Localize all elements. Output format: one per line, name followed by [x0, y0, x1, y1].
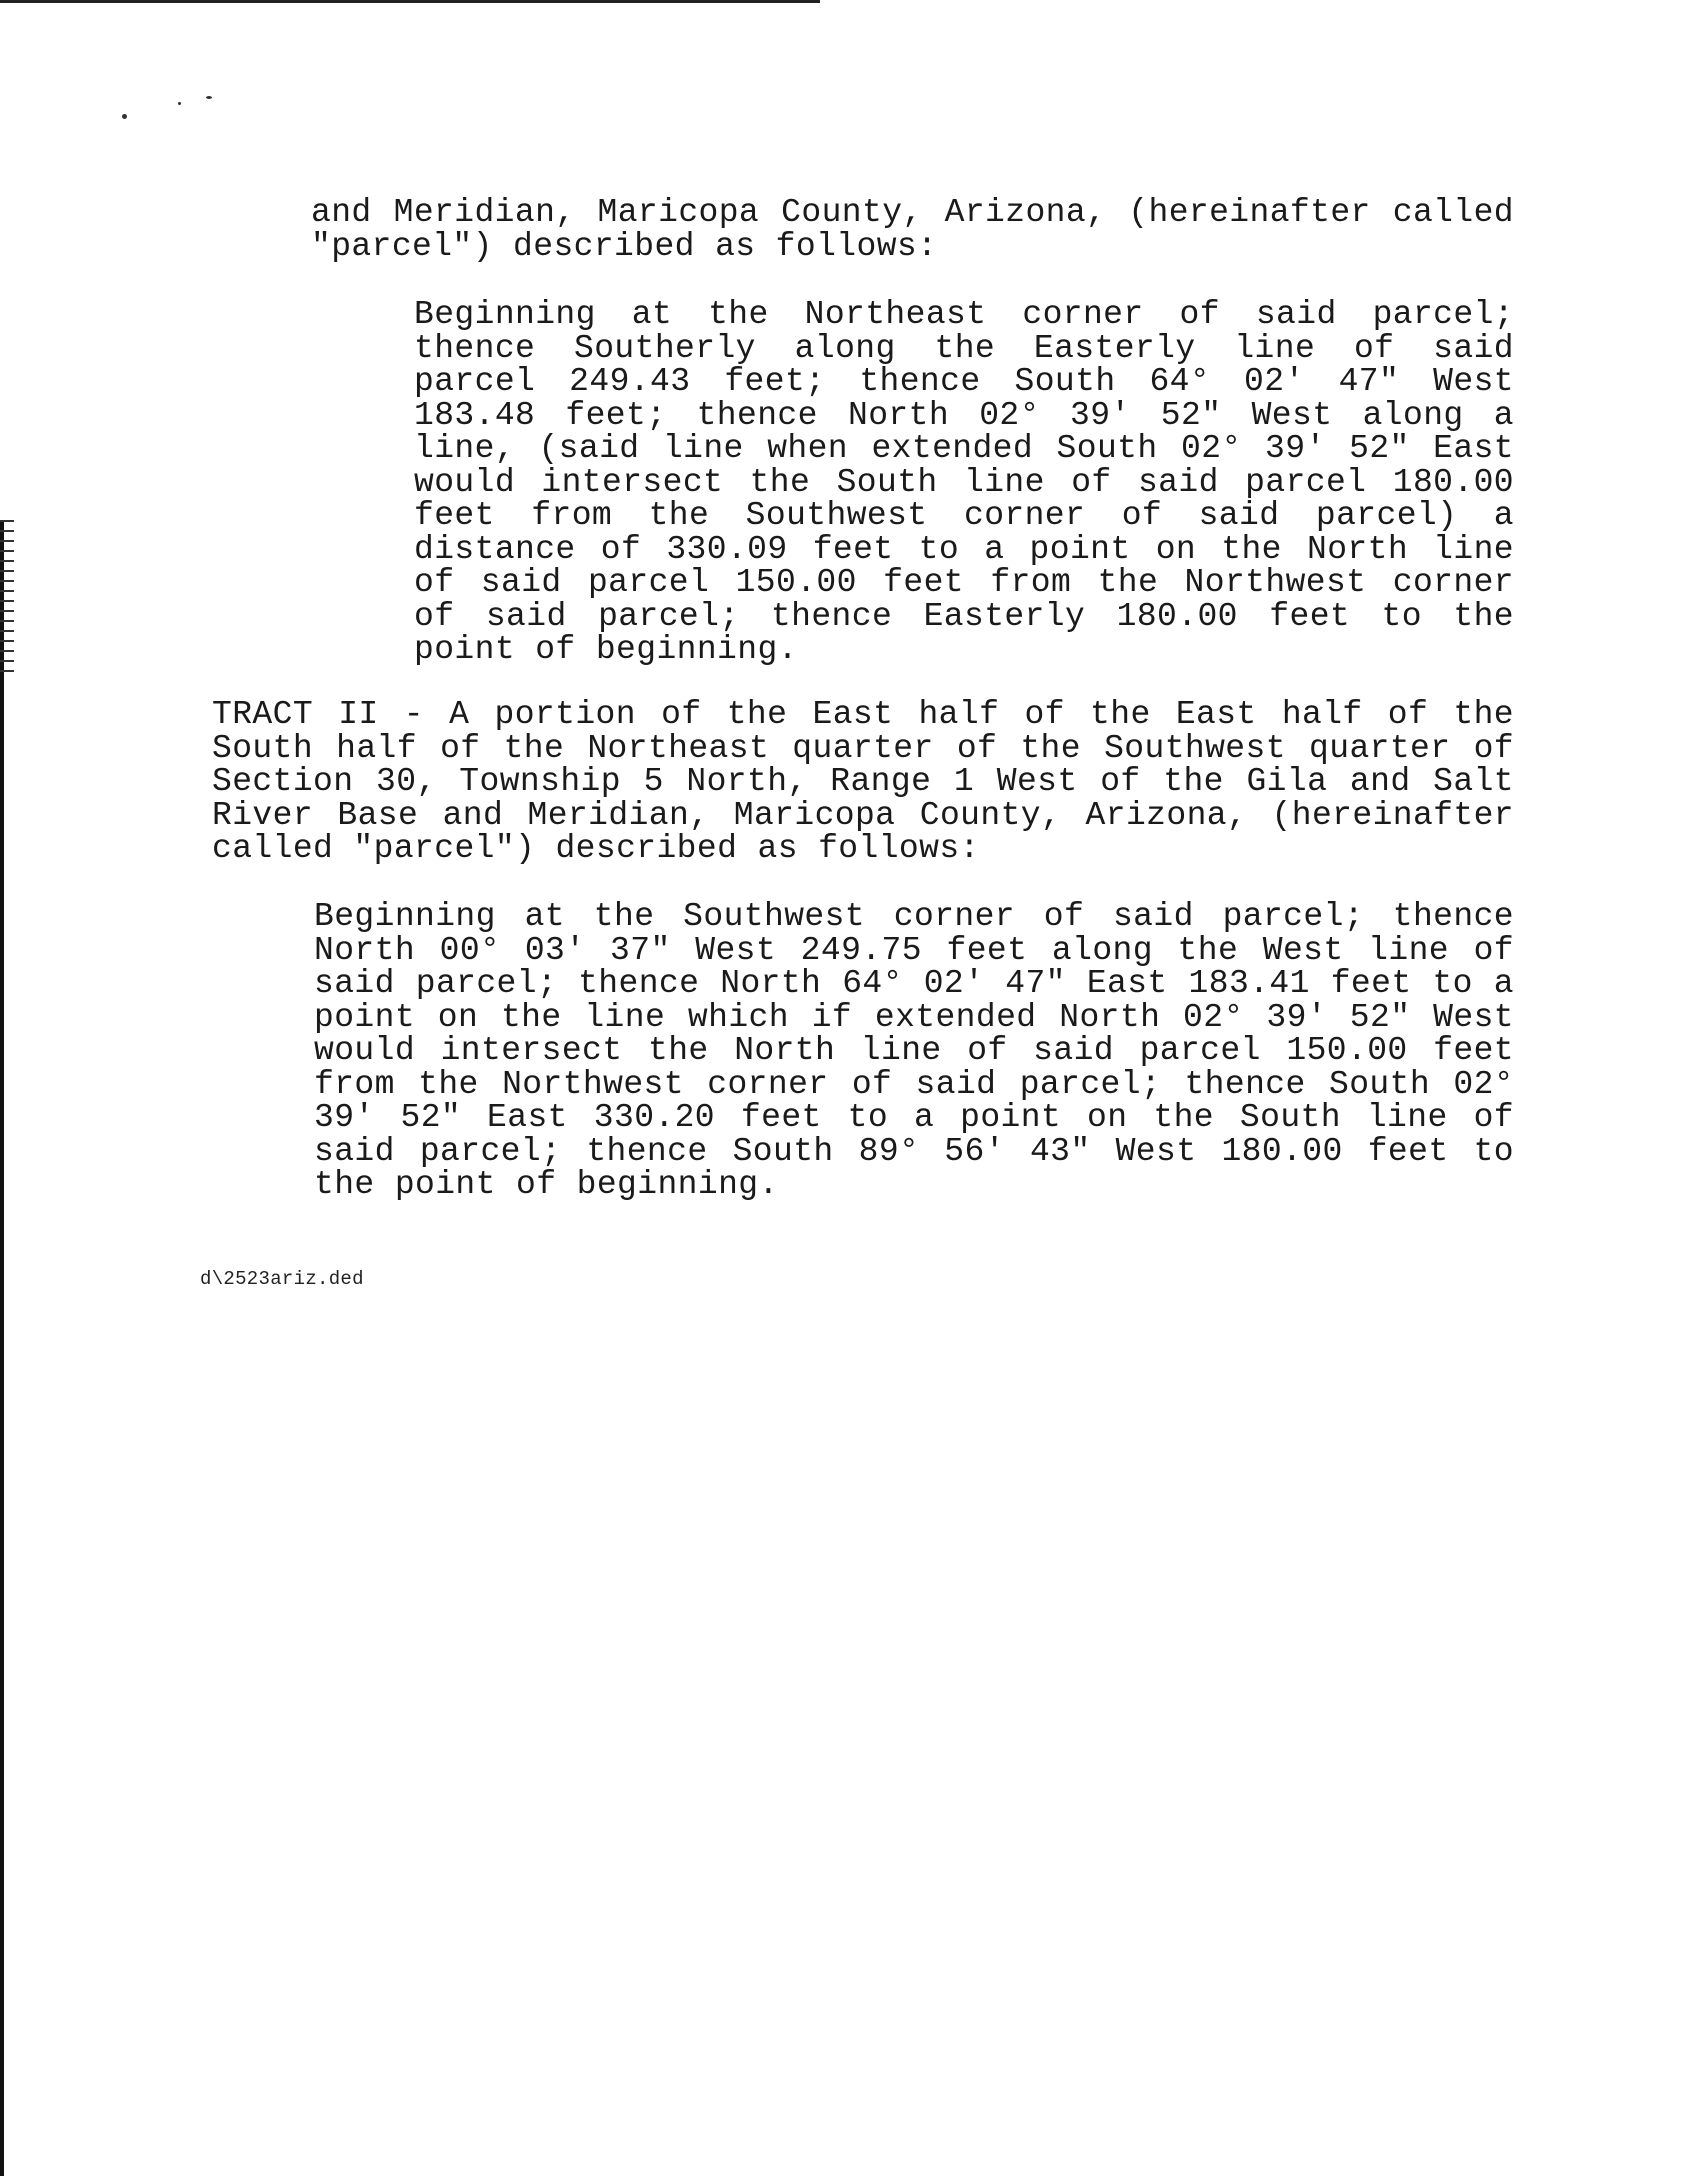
tract1-description: Beginning at the Northeast corner of said parcel; thence Southerly along the Easterly line of said parcel 249.43 feet; thence South 64° 02′ 47" West 183.48 feet; thence North 02° 39′ 52" West along a line, (said line when extended South 02° 39′ 52" East would intersect the South line of said parcel 180.00 feet from the Southwest corner of said parcel) a distance of 330.09 feet to a point on the North line of said parcel 150.00 feet from the Northwest corner of said parcel; thence Easterly 180.00 feet to the point of beginning. — [414, 296, 1514, 668]
scan-left-ticks — [0, 520, 14, 680]
scan-left-edge — [0, 520, 4, 2176]
scan-top-rule — [0, 0, 820, 3]
intro-paragraph: and Meridian, Maricopa County, Arizona, (hereinafter called "parcel") described as follows: — [311, 194, 1514, 265]
scan-speck — [206, 96, 212, 99]
scan-speck — [178, 102, 181, 105]
tract2-heading-paragraph: TRACT II - A portion of the East half of the East half of the South half of the Northeast quarter of the Southwest quarter of Section 30, Township 5 North, Range 1 West of the Gila and Salt River Base and Meridian, Maricopa County, Arizona, (hereinafter called "parcel") described as follows: — [212, 696, 1514, 867]
file-reference: d\2523ariz.ded — [200, 1268, 364, 1290]
scan-speck — [122, 114, 127, 119]
tract2-description: Beginning at the Southwest corner of said parcel; thence North 00° 03′ 37" West 249.75 feet along the West line of said parcel; thence North 64° 02′ 47" East 183.41 feet to a point on the line which if extended North 02° 39′ 52" West would intersect the North line of said parcel 150.00 feet from the Northwest corner of said parcel; thence South 02° 39′ 52" East 330.20 feet to a point on the South line of said parcel; thence South 89° 56′ 43" West 180.00 feet to the point of beginning. — [314, 898, 1514, 1203]
